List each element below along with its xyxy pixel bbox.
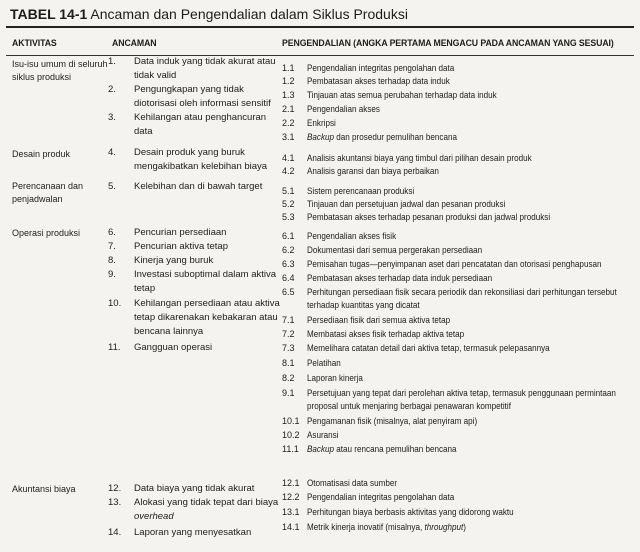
control-text: Enkripsi bbox=[307, 118, 336, 128]
activity-general: Isu-isu umum di seluruh siklus produksi bbox=[12, 59, 108, 82]
control-number: 2.2 bbox=[282, 118, 295, 128]
control-text-end: ) bbox=[463, 522, 466, 532]
threat-text: Data induk yang tidak akurat atau tidak valid bbox=[134, 56, 276, 81]
control-text bbox=[307, 443, 609, 456]
control-text-main: Metrik kinerja inovatif (misalnya, bbox=[307, 522, 423, 532]
table-title bbox=[10, 6, 630, 22]
threat-number: 7. bbox=[108, 241, 116, 252]
control-text: Pengendalian akses fisik bbox=[307, 231, 397, 241]
threat-number: 11. bbox=[108, 342, 121, 353]
control-text: Pengendalian integritas pengolahan data bbox=[307, 63, 455, 73]
control-number: 4.2 bbox=[282, 166, 295, 176]
control-text bbox=[307, 521, 609, 534]
control-text: Otomatisasi data sumber bbox=[307, 478, 398, 488]
threat-text: Pencurian aktiva tetap bbox=[134, 241, 229, 252]
control-number: 7.3 bbox=[282, 343, 295, 353]
control-number: 6.4 bbox=[282, 273, 295, 283]
threat-number: 1. bbox=[108, 56, 116, 67]
control-text: Persetujuan yang tepat dari perolehan aktiva tetap, termasuk penggunaan permintaan proposal untuk menjaring berbagai penawaran kompetitif bbox=[307, 388, 616, 411]
control-text: Pengendalian akses bbox=[307, 104, 380, 114]
control-text: Pembatasan akses terhadap data induk bbox=[307, 76, 450, 86]
control-number: 10.2 bbox=[282, 430, 300, 440]
control-text: Dokumentasi dari semua pergerakan persediaan bbox=[307, 245, 483, 255]
control-text: Pengamanan fisik (misalnya, alat penyiram api) bbox=[307, 416, 478, 426]
control-text: Persediaan fisik dari semua aktiva tetap bbox=[307, 315, 451, 325]
threat-number: 9. bbox=[108, 269, 116, 280]
control-text-italic: Backup bbox=[307, 132, 335, 142]
control-text: Pemisahan tugas—penyimpanan aset dari pencatatan dan otorisasi penghapusan bbox=[307, 259, 602, 269]
control-text: Pelatihan bbox=[307, 358, 341, 368]
activity-design: Desain produk bbox=[12, 149, 71, 159]
threat-text bbox=[134, 496, 282, 524]
control-text: Pembatasan akses terhadap pesanan produksi dan jadwal produksi bbox=[307, 212, 551, 222]
control-number: 5.3 bbox=[282, 212, 295, 222]
control-number: 8.2 bbox=[282, 373, 295, 383]
threat-number: 10. bbox=[108, 298, 122, 309]
control-number: 9.1 bbox=[282, 388, 295, 398]
control-text: Laporan kinerja bbox=[307, 373, 363, 383]
control-number: 6.5 bbox=[282, 287, 295, 297]
control-text: Membatasi akses fisik terhadap aktiva tetap bbox=[307, 329, 465, 339]
threat-text: Kehilangan atau penghancuran data bbox=[134, 112, 267, 137]
control-number: 6.3 bbox=[282, 259, 295, 269]
control-number: 1.2 bbox=[282, 76, 295, 86]
threat-text: Gangguan operasi bbox=[134, 342, 213, 353]
control-text-italic: Backup bbox=[307, 444, 335, 454]
threat-text-italic: overhead bbox=[134, 511, 174, 522]
control-number: 13.1 bbox=[282, 507, 300, 517]
control-number: 11.1 bbox=[282, 444, 299, 454]
threat-number: 14. bbox=[108, 527, 122, 538]
threat-text: Data biaya yang tidak akurat bbox=[134, 483, 255, 494]
control-text: Memelihara catatan detail dari aktiva tetap, termasuk pelepasannya bbox=[307, 343, 550, 353]
threat-number: 3. bbox=[108, 112, 116, 123]
threat-number: 5. bbox=[108, 181, 116, 192]
control-number: 14.1 bbox=[282, 522, 300, 532]
threat-text: Kinerja yang buruk bbox=[134, 255, 214, 266]
top-rule bbox=[6, 26, 634, 28]
threat-text: Pencurian persediaan bbox=[134, 227, 227, 238]
control-number: 12.2 bbox=[282, 492, 300, 502]
control-text bbox=[307, 131, 609, 144]
control-text-italic: throughput bbox=[424, 522, 464, 532]
threat-number: 2. bbox=[108, 84, 116, 95]
threat-text: Pengungkapan yang tidak diotorisasi oleh informasi sensitif bbox=[134, 84, 271, 109]
threat-text: Kelebihan dan di bawah target bbox=[134, 181, 263, 192]
table-title-text: Ancaman dan Pengendalian dalam Siklus Produksi bbox=[90, 6, 408, 22]
control-text: Analisis garansi dan biaya perbaikan bbox=[307, 166, 439, 176]
table-label: TABEL 14-1 bbox=[10, 6, 88, 22]
control-text: Sistem perencanaan produksi bbox=[307, 186, 415, 196]
header-controls: PENGENDALIAN (ANGKA PERTAMA MENGACU PADA ANCAMAN YANG SESUAI) bbox=[282, 38, 614, 49]
control-number: 6.1 bbox=[282, 231, 295, 241]
activity-operations: Operasi produksi bbox=[12, 228, 81, 238]
control-number: 1.3 bbox=[282, 90, 295, 100]
header-rule bbox=[6, 55, 634, 56]
control-text: Perhitungan biaya berbasis aktivitas yang didorong waktu bbox=[307, 507, 514, 517]
threat-text-main: Alokasi yang tidak tepat dari biaya bbox=[134, 497, 279, 508]
control-number: 4.1 bbox=[282, 153, 295, 163]
control-number: 7.2 bbox=[282, 329, 295, 339]
control-number: 2.1 bbox=[282, 104, 295, 114]
control-text: Asuransi bbox=[307, 430, 339, 440]
threat-number: 8. bbox=[108, 255, 116, 266]
threat-text: Investasi suboptimal dalam aktiva tetap bbox=[134, 269, 277, 294]
control-number: 5.1 bbox=[282, 186, 295, 196]
control-text: Tinjauan dan persetujuan jadwal dan pesanan produksi bbox=[307, 199, 506, 209]
threat-text: Desain produk yang buruk mengakibatkan kelebihan biaya bbox=[134, 147, 268, 172]
header-activities: AKTIVITAS bbox=[12, 38, 57, 49]
threat-text: Laporan yang menyesatkan bbox=[134, 527, 252, 538]
threat-number: 13. bbox=[108, 497, 122, 508]
control-number: 10.1 bbox=[282, 416, 300, 426]
control-text: Pembatasan akses terhadap data induk persediaan bbox=[307, 273, 493, 283]
control-number: 1.1 bbox=[282, 63, 295, 73]
activity-planning: Perencanaan dan penjadwalan bbox=[12, 181, 84, 204]
control-text: Tinjauan atas semua perubahan terhadap data induk bbox=[307, 90, 497, 100]
control-number: 6.2 bbox=[282, 245, 295, 255]
control-number: 5.2 bbox=[282, 199, 295, 209]
activity-cost-accounting: Akuntansi biaya bbox=[12, 484, 76, 494]
control-number: 3.1 bbox=[282, 132, 295, 142]
header-threats: ANCAMAN bbox=[112, 38, 157, 49]
threat-number: 12. bbox=[108, 483, 122, 494]
control-text: Analisis akuntansi biaya yang timbul dari pilihan desain produk bbox=[307, 153, 532, 163]
control-text-main: atau rencana pemulihan bencana bbox=[336, 444, 457, 454]
control-text-main: dan prosedur pemulihan bencana bbox=[336, 132, 457, 142]
threat-number: 4. bbox=[108, 147, 116, 158]
control-text: Perhitungan persediaan fisik secara periodik dan rekonsiliasi dari perhitungan tersebut terhadap kuantitas yang dicatat bbox=[307, 287, 617, 310]
control-number: 8.1 bbox=[282, 358, 295, 368]
threat-text: Kehilangan persediaan atau aktiva tetap dikarenakan kebakaran atau bencana lainnya bbox=[134, 298, 280, 337]
control-text: Pengendalian integritas pengolahan data bbox=[307, 492, 455, 502]
control-number: 12.1 bbox=[282, 478, 300, 488]
control-number: 7.1 bbox=[282, 315, 295, 325]
threat-number: 6. bbox=[108, 227, 116, 238]
